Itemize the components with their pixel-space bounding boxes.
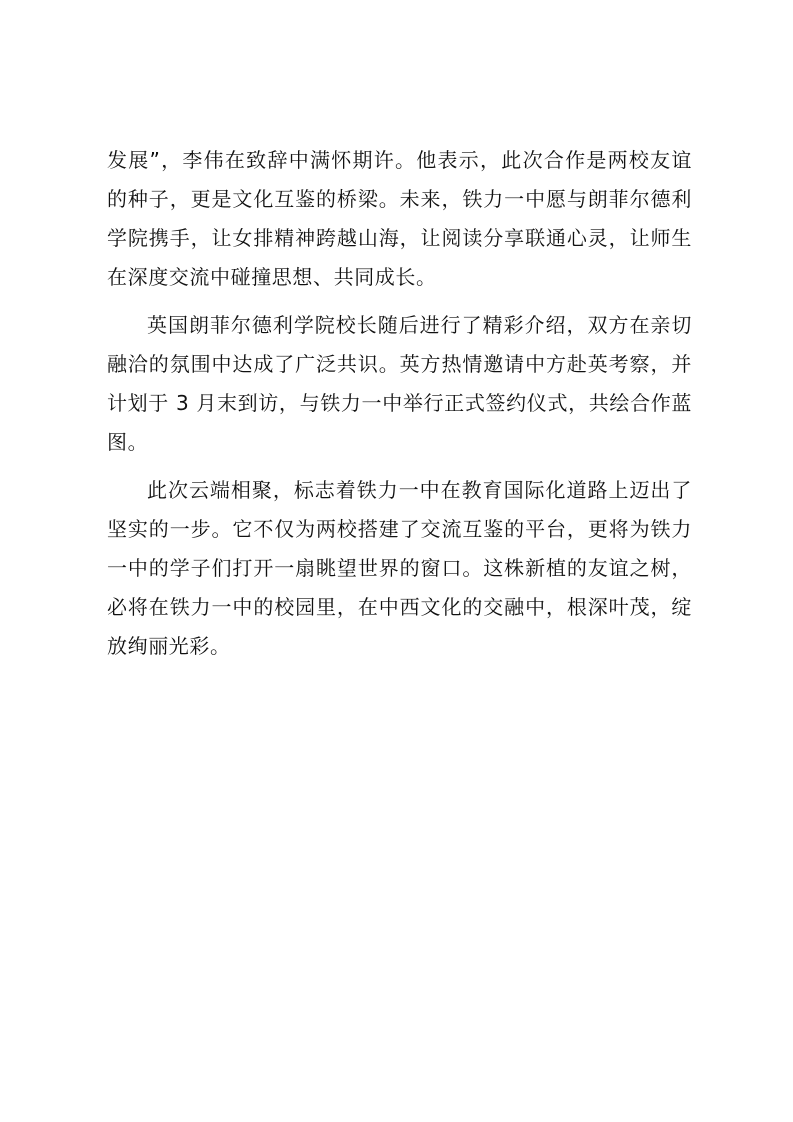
- paragraph-continuation: 发展”，李伟在致辞中满怀期许。他表示，此次合作是两校友谊的种子，更是文化互鉴的桥梁。未来，铁力一中愿与朗菲尔德利学院携手，让女排精神跨越山海，让阅读分享联通心灵，让师生在深度交流中碰撞思想、共同成长。: [107, 148, 692, 289]
- paragraph-conclusion: 此次云端相聚，标志着铁力一中在教育国际化道路上迈出了坚实的一步。它不仅为两校搭建了交流互鉴的平台，更将为铁力一中的学子们打开一扇眺望世界的窗口。这株新植的友谊之树，必将在铁力一中的校园里，在中西文化的交融中，根深叶茂，绽放绚丽光彩。: [107, 478, 692, 658]
- paragraph-agreement: 英国朗菲尔德利学院校长随后进行了精彩介绍，双方在亲切融洽的氛围中达成了广泛共识。英方热情邀请中方赴英考察，并计划于 3 月末到访，与铁力一中举行正式签约仪式，共绘合作蓝图。: [107, 313, 692, 454]
- document-body: [107, 141, 692, 675]
